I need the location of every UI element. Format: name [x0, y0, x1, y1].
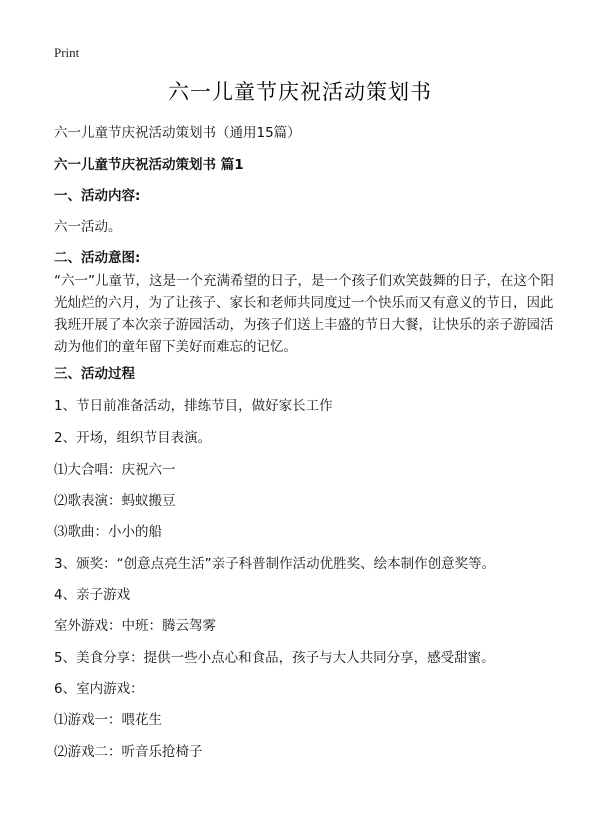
document-title: 六一儿童节庆祝活动策划书 — [168, 80, 432, 104]
document-subtitle: 六一儿童节庆祝活动策划书（通用15篇） — [54, 125, 301, 141]
process-item-6: 6、室内游戏： — [54, 681, 144, 697]
activity-intent-paragraph: “六一”儿童节，这是一个充满希望的日子，是一个孩子们欢笑鼓舞的日子，在这个阳光灿烂的六月，为了让孩子、家长和老师共同度过一个快乐而又有意义的节日，因此我班开展了本次亲子游园活动，为孩子们送上丰盛的节日大餐，让快乐的亲子游园活动为他们的童年留下美好而难忘的记忆。 — [54, 273, 554, 355]
process-item-2: 2、开场，组织节目表演。 — [54, 430, 212, 446]
outdoor-game-item: 室外游戏：中班：腾云驾雾 — [54, 618, 216, 634]
process-item-3: 3、颁奖：“创意点亮生活”亲子科普制作活动优胜奖、绘本制作创意奖等。 — [54, 556, 496, 572]
process-item-4: 4、亲子游戏 — [54, 587, 131, 603]
indoor-game-item-2: ⑵游戏二：听音乐抢椅子 — [54, 744, 203, 760]
indoor-game-item-1: ⑴游戏一：喂花生 — [54, 712, 162, 728]
process-item-5: 5、美食分享：提供一些小点心和食品，孩子与大人共同分享，感受甜蜜。 — [54, 650, 495, 666]
process-item-1: 1、节日前准备活动，排练节目，做好家长工作 — [54, 398, 333, 414]
heading-activity-process: 三、活动过程 — [54, 366, 135, 382]
heading-activity-content: 一、活动内容: — [54, 188, 141, 204]
process-sub-item-3: ⑶歌曲：小小的船 — [54, 524, 162, 540]
heading-activity-intent: 二、活动意图: — [54, 250, 141, 266]
activity-content-text: 六一活动。 — [54, 219, 122, 235]
process-sub-item-2: ⑵歌表演：蚂蚁搬豆 — [54, 493, 176, 509]
process-sub-item-1: ⑴大合唱：庆祝六一 — [54, 462, 176, 478]
section-heading: 六一儿童节庆祝活动策划书 篇1 — [54, 157, 244, 173]
print-label: Print — [54, 45, 80, 60]
